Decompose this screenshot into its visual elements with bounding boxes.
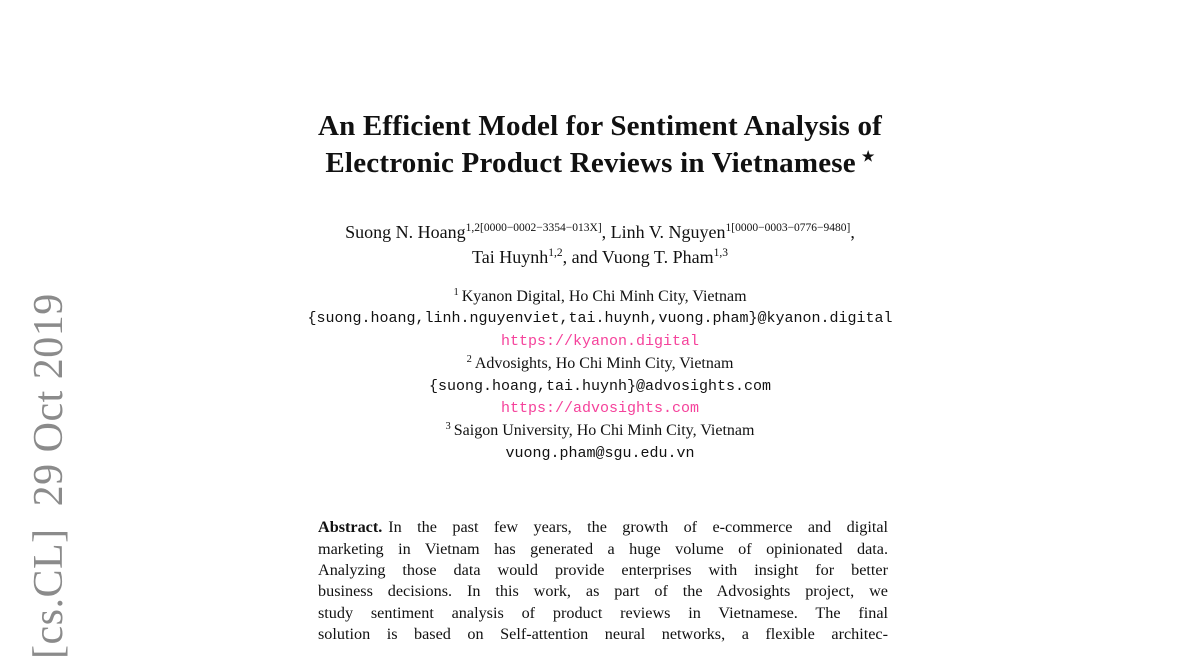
affiliation-url-link[interactable]: https://kyanon.digital: [500, 332, 700, 350]
author-separator: , and: [562, 247, 602, 267]
affiliation-marker: 3: [445, 421, 451, 433]
abstract-label: Abstract.: [318, 518, 383, 537]
arxiv-watermark: [cs.CL] 29 Oct 2019: [26, 293, 72, 659]
affiliation-name: $^1$ Kyanon Digital, Ho Chi Minh City, Vietnam: [453, 286, 747, 305]
paper-title: [250, 108, 950, 182]
affiliation-url-link[interactable]: https://advosights.com: [500, 400, 700, 418]
affiliation-name: $^3$ Saigon University, Ho Chi Minh City, Vietnam: [445, 421, 755, 440]
abstract-line: Abstract. In the past few years, the growth of e-commerce and digital: [318, 518, 888, 537]
authors-line-1: [250, 220, 950, 245]
authors-block: [250, 220, 950, 270]
author-superscript: 1,2[0000−0002−3354−013X]: [465, 222, 602, 234]
paper-page: [250, 0, 950, 646]
abstract-block: [318, 517, 888, 645]
abstract-line: business decisions. In this work, as part of the Advosights project, we: [318, 582, 888, 601]
author-separator: ,: [850, 222, 855, 242]
footnote-star-icon: ★: [861, 150, 875, 166]
abstract-line: solution is based on Self-attention neural networks, a flexible architec-: [318, 625, 888, 644]
author-name: Vuong T. Pham: [601, 247, 714, 267]
author-superscript: 1[0000−0003−0776−9480]: [725, 222, 851, 234]
affiliation-marker: 2: [466, 353, 472, 365]
paper-title-line2: Electronic Product Reviews in Vietnamese: [325, 147, 856, 179]
author-name: Suong N. Hoang: [345, 222, 466, 242]
affiliation-email: {suong.hoang,tai.huynh}@advosights.com: [428, 377, 772, 395]
author-separator: ,: [601, 222, 611, 242]
abstract-line: Analyzing those data would provide enterprises with insight for better: [318, 561, 888, 580]
affiliations-block: [250, 286, 950, 465]
paper-title-line1: An Efficient Model for Sentiment Analysis of: [317, 110, 883, 142]
authors-line-2: [250, 245, 950, 270]
affiliation-email: vuong.pham@sgu.edu.vn: [505, 444, 695, 462]
affiliation-email: {suong.hoang,linh.nguyenviet,tai.huynh,vuong.pham}@kyanon.digital: [307, 310, 893, 328]
author-name: Linh V. Nguyen: [610, 222, 726, 242]
author-superscript: 1,2: [548, 247, 563, 259]
author-superscript: 1,3: [713, 247, 728, 259]
abstract-line: study sentiment analysis of product reviews in Vietnamese. The final: [318, 603, 888, 622]
author-name: Tai Huynh: [472, 247, 549, 267]
abstract-line: marketing in Vietnam has generated a huge volume of opinionated data.: [318, 539, 888, 558]
affiliation-name: $^2$ Advosights, Ho Chi Minh City, Vietnam: [466, 353, 734, 373]
affiliation-marker: 1: [453, 286, 459, 298]
